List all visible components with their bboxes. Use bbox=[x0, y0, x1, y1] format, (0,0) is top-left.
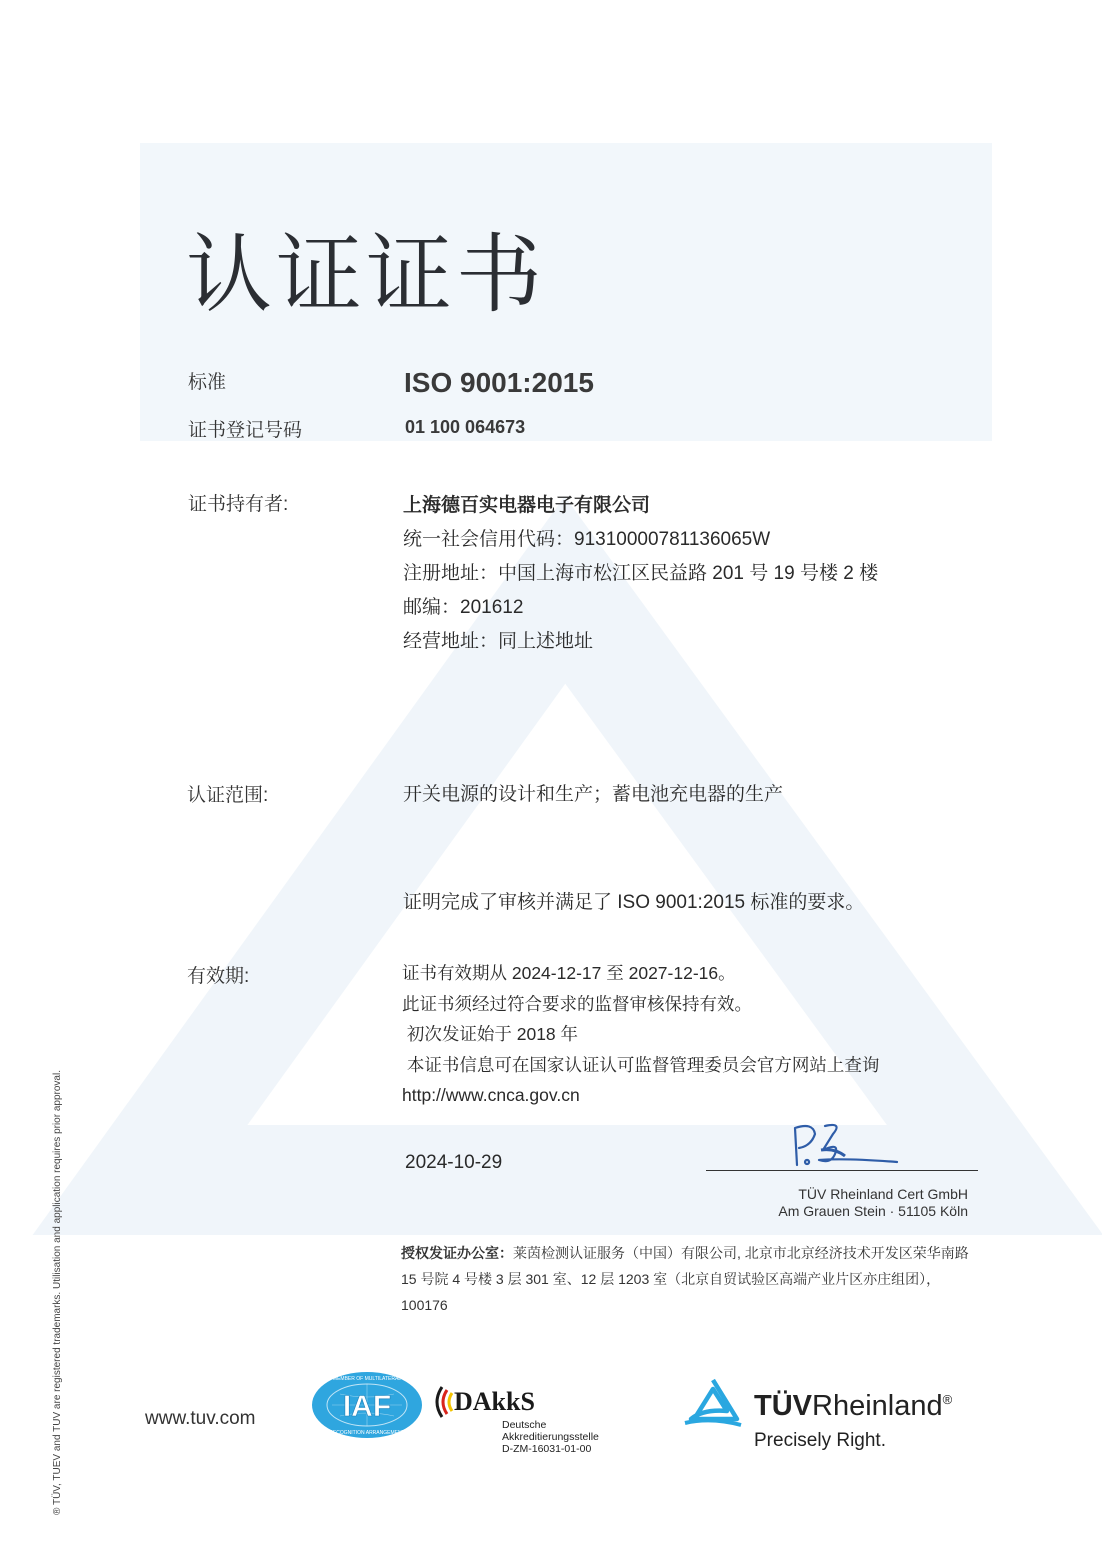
dakks-line2: Akkreditierungsstelle bbox=[502, 1431, 599, 1443]
office-label: 授权发证办公室： bbox=[401, 1245, 513, 1261]
tuv-brand-bold: TÜV bbox=[754, 1390, 812, 1422]
dakks-logo bbox=[432, 1385, 599, 1455]
svg-text:MEMBER OF MULTILATERAL: MEMBER OF MULTILATERAL bbox=[332, 1376, 402, 1382]
holder-business-address: 经营地址：同上述地址 bbox=[403, 631, 594, 652]
holder-block bbox=[403, 489, 878, 659]
validity-block bbox=[402, 958, 879, 1111]
validity-period: 证书有效期从 2024-12-17 至 2027-12-16。 bbox=[402, 963, 736, 983]
holder-credit-code: 统一社会信用代码：91310000781136065W bbox=[403, 529, 771, 550]
compliance-statement: 证明完成了审核并满足了 ISO 9001:2015 标准的要求。 bbox=[403, 892, 865, 913]
dakks-arcs-icon bbox=[432, 1385, 454, 1419]
tuv-wordmark bbox=[754, 1390, 952, 1423]
office-address: 莱茵检测认证服务（中国）有限公司, 北京市北京经济技术开发区荣华南路 15 号院 4 号楼 3 层 301 室、12 层 1203 室（北京自贸试验区高端产业片区亦庄组团）， bbox=[401, 1245, 969, 1287]
issuer-name: TÜV Rheinland Cert GmbH bbox=[798, 1186, 968, 1202]
tuv-brand-rest: Rheinland bbox=[812, 1390, 943, 1422]
registration-label: 证书登记号码 bbox=[188, 420, 303, 441]
holder-registered-address: 注册地址：中国上海市松江区民益路 201 号 19 号楼 2 楼 bbox=[403, 563, 879, 584]
cnca-lookup-note: 本证书信息可在国家认证认可监督管理委员会官方网站上查询 bbox=[402, 1054, 880, 1075]
initial-issue-note: 初次发证始于 2018 年 bbox=[402, 1024, 579, 1044]
office-postcode: 100176 bbox=[401, 1297, 448, 1313]
issue-date: 2024-10-29 bbox=[405, 1152, 503, 1173]
svg-text:RECOGNITION ARRANGEMENT: RECOGNITION ARRANGEMENT bbox=[329, 1430, 405, 1436]
standard-label: 标准 bbox=[188, 372, 227, 393]
tuv-triangle-logo-icon bbox=[683, 1377, 743, 1429]
website-link[interactable]: www.tuv.com bbox=[145, 1408, 256, 1429]
scope-value: 开关电源的设计和生产；蓄电池充电器的生产 bbox=[403, 784, 784, 805]
svg-text:IAF: IAF bbox=[342, 1390, 392, 1423]
issuer-address: Am Grauen Stein · 51105 Köln bbox=[778, 1203, 968, 1219]
iaf-logo-icon bbox=[310, 1370, 424, 1440]
certificate-title: 认证证书 bbox=[186, 227, 546, 323]
holder-postcode: 邮编：201612 bbox=[403, 597, 524, 618]
signature-line bbox=[706, 1170, 978, 1171]
dakks-line1: Deutsche bbox=[502, 1419, 547, 1431]
cnca-link[interactable]: http://www.cnca.gov.cn bbox=[402, 1085, 580, 1105]
holder-label: 证书持有者: bbox=[188, 494, 289, 515]
scope-label: 认证范围: bbox=[187, 785, 269, 806]
signature-icon bbox=[785, 1120, 905, 1170]
registration-number: 01 100 064673 bbox=[405, 417, 526, 437]
dakks-accreditation-number: D-ZM-16031-01-00 bbox=[502, 1443, 592, 1455]
holder-name: 上海德百实电器电子有限公司 bbox=[403, 495, 651, 516]
standard-value: ISO 9001:2015 bbox=[404, 367, 594, 398]
trademark-note: ® TÜV, TUEV and TUV are registered trademarks. Utilisation and application requires prior approval. bbox=[52, 1070, 63, 1515]
validity-surveillance-note: 此证书须经过符合要求的监督审核保持有效。 bbox=[402, 993, 752, 1014]
registered-mark: ® bbox=[942, 1392, 953, 1407]
dakks-name: DAkkS bbox=[454, 1387, 535, 1416]
tuv-tagline: Precisely Right. bbox=[754, 1430, 886, 1451]
issuing-office bbox=[401, 1240, 986, 1318]
validity-label: 有效期: bbox=[187, 966, 250, 987]
